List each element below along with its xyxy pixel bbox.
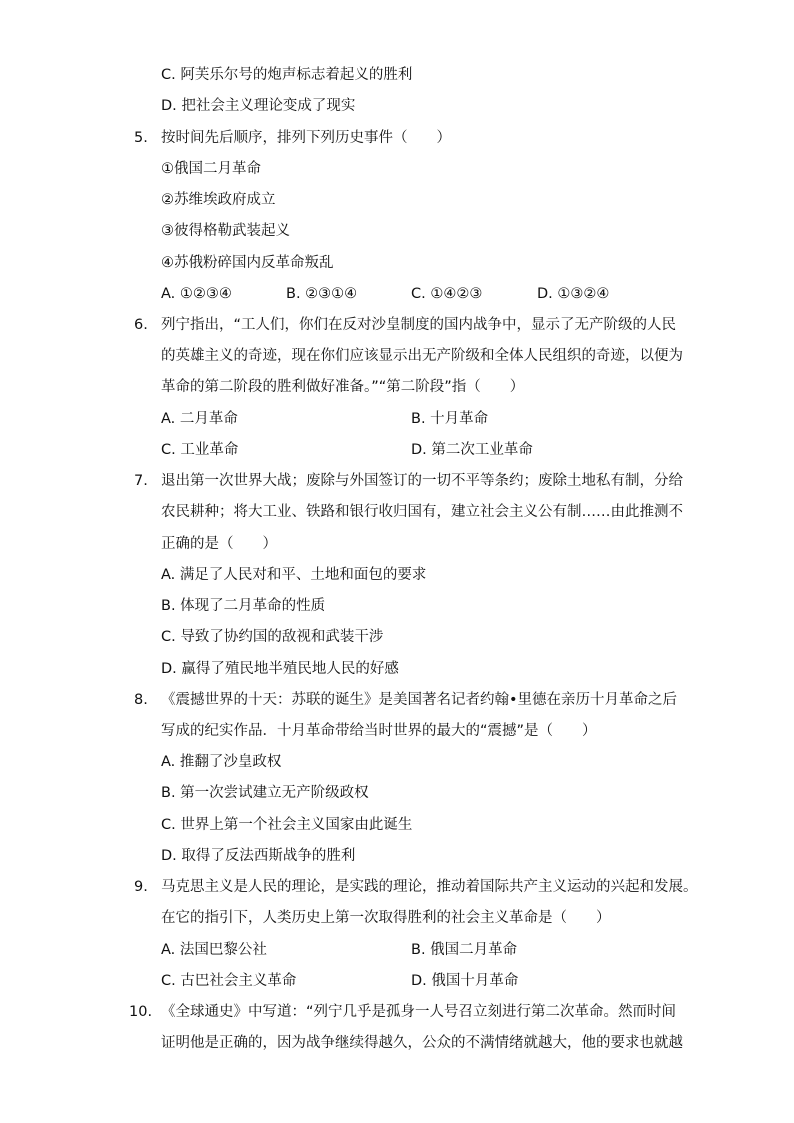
question-stem-line: 列宁指出，“工人们，你们在反对沙皇制度的国内战争中，显示了无产阶级的人民 xyxy=(161,317,677,333)
option-c: C. 导致了协约国的敌视和武装干涉 xyxy=(161,629,384,645)
question-stem: 按时间先后顺序，排列下列历史事件（ ） xyxy=(161,130,451,146)
event-item: ④苏俄粉碎国内反革命叛乱 xyxy=(161,255,334,271)
option-d: D. 第二次工业革命 xyxy=(411,442,533,458)
question-stem-line: 正确的是（ ） xyxy=(161,536,277,552)
event-item: ②苏维埃政府成立 xyxy=(161,192,276,208)
option-c: C. 世界上第一个社会主义国家由此诞生 xyxy=(161,817,413,833)
question-stem-line: 革命的第二阶段的胜利做好准备。”“第二阶段”指（ ） xyxy=(161,379,525,395)
option-b: B. 十月革命 xyxy=(411,411,489,427)
question-number: 7. xyxy=(134,473,148,489)
question-number: 5. xyxy=(134,130,148,146)
event-item: ①俄国二月革命 xyxy=(161,161,261,177)
question-number: 9. xyxy=(134,879,148,895)
option-b: B. 俄国二月革命 xyxy=(411,942,518,958)
question-stem-line: 马克思主义是人民的理论，是实践的理论，推动着国际共产主义运动的兴起和发展。 xyxy=(161,879,698,895)
option-c: C. 阿芙乐尔号的炮声标志着起义的胜利 xyxy=(161,67,413,83)
option-a: A. 满足了人民对和平、土地和面包的要求 xyxy=(161,567,427,583)
question-stem-line: 证明他是正确的，因为战争继续得越久，公众的不满情绪就越大，他的要求也就越 xyxy=(161,1035,683,1051)
question-stem-line: 写成的纪实作品．十月革命带给当时世界的最大的“震撼”是（ ） xyxy=(161,723,597,739)
question-stem-line: 《全球通史》中写道：“列宁几乎是孤身一人号召立刻进行第二次革命。然而时间 xyxy=(161,1004,677,1020)
question-number: 10. xyxy=(129,1004,153,1020)
question-stem-line: 《震撼世界的十天：苏联的诞生》是美国著名记者约翰•里德在亲历十月革命之后 xyxy=(161,692,678,708)
question-stem-line: 退出第一次世界大战；废除与外国签订的一切不平等条约；废除土地私有制，分给 xyxy=(161,473,683,489)
option-a: A. 推翻了沙皇政权 xyxy=(161,754,282,770)
option-c: C. ①④②③ xyxy=(411,286,483,302)
question-stem-line: 的英雄主义的奇迹，现在你们应该显示出无产阶级和全体人民组织的奇迹，以便为 xyxy=(161,348,683,364)
option-b: B. 第一次尝试建立无产阶级政权 xyxy=(161,785,369,801)
option-d: D. 取得了反法西斯战争的胜利 xyxy=(161,848,356,864)
option-a: A. 二月革命 xyxy=(161,411,238,427)
option-b: B. 体现了二月革命的性质 xyxy=(161,598,326,614)
question-number: 8. xyxy=(134,692,148,708)
option-d: D. 把社会主义理论变成了现实 xyxy=(161,98,356,114)
option-b: B. ②③①④ xyxy=(286,286,358,302)
option-d: D. 俄国十月革命 xyxy=(411,973,519,989)
option-d: D. 赢得了殖民地半殖民地人民的好感 xyxy=(161,661,399,677)
question-stem-line: 在它的指引下，人类历史上第一次取得胜利的社会主义革命是（ ） xyxy=(161,910,611,926)
option-d: D. ①③②④ xyxy=(537,286,610,302)
option-a: A. ①②③④ xyxy=(161,286,232,302)
option-a: A. 法国巴黎公社 xyxy=(161,942,267,958)
question-number: 6. xyxy=(134,317,148,333)
option-c: C. 工业革命 xyxy=(161,442,239,458)
question-stem-line: 农民耕种；将大工业、铁路和银行收归国有，建立社会主义公有制……由此推测不 xyxy=(161,504,683,520)
option-c: C. 古巴社会主义革命 xyxy=(161,973,297,989)
event-item: ③彼得格勒武装起义 xyxy=(161,223,290,239)
